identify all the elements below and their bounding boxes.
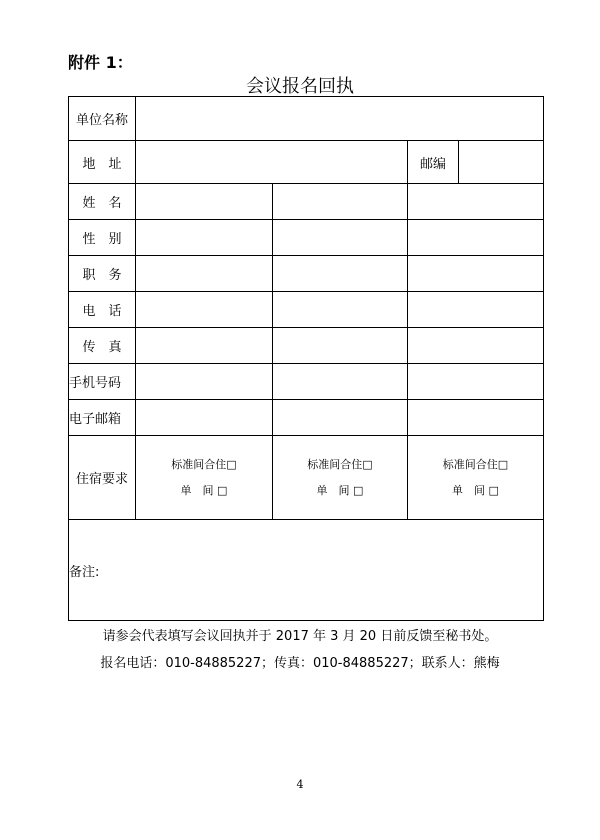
mobile-label: 手机号码 bbox=[69, 364, 136, 400]
lodging-label: 住宿要求 bbox=[69, 436, 136, 520]
attachment-label: 附件 1： bbox=[68, 53, 133, 72]
phone-label: 电 话 bbox=[69, 292, 136, 328]
mobile-field-3[interactable] bbox=[408, 364, 544, 400]
unit-name-label: 单位名称 bbox=[69, 97, 136, 141]
address-field[interactable] bbox=[136, 141, 408, 184]
lodging-standard-checkbox-2[interactable]: 标准间合住□ bbox=[307, 457, 373, 471]
name-field-2[interactable] bbox=[273, 184, 408, 220]
position-field-3[interactable] bbox=[408, 256, 544, 292]
postcode-label: 邮编 bbox=[408, 141, 459, 184]
position-field-2[interactable] bbox=[273, 256, 408, 292]
lodging-standard-checkbox-3[interactable]: 标准间合住□ bbox=[442, 457, 509, 471]
name-field-1[interactable] bbox=[136, 184, 273, 220]
registration-form-table bbox=[68, 96, 544, 621]
phone-field-2[interactable] bbox=[273, 292, 408, 328]
unit-name-field[interactable] bbox=[136, 97, 544, 141]
lodging-single-checkbox-1[interactable]: 单 间 □ bbox=[180, 483, 228, 497]
row-mobile bbox=[69, 364, 544, 400]
fax-field-1[interactable] bbox=[136, 328, 273, 364]
phone-field-3[interactable] bbox=[408, 292, 544, 328]
lodging-option-1[interactable] bbox=[136, 436, 273, 520]
fax-label: 传 真 bbox=[69, 328, 136, 364]
gender-field-2[interactable] bbox=[273, 220, 408, 256]
lodging-standard-checkbox-1[interactable]: 标准间合住□ bbox=[171, 457, 237, 471]
lodging-option-2[interactable] bbox=[273, 436, 408, 520]
gender-label: 性 别 bbox=[69, 220, 136, 256]
submission-instruction: 请参会代表填写会议回执并于 2017 年 3 月 20 日前反馈至秘书处。 bbox=[102, 629, 498, 644]
name-label: 姓 名 bbox=[69, 184, 136, 220]
contact-info: 报名电话：010-84885227；传真：010-84885227；联系人：熊梅 bbox=[100, 656, 500, 671]
gender-field-3[interactable] bbox=[408, 220, 544, 256]
row-fax bbox=[69, 328, 544, 364]
form-title: 会议报名回执 bbox=[246, 76, 354, 97]
position-label: 职 务 bbox=[69, 256, 136, 292]
email-field-1[interactable] bbox=[136, 400, 273, 436]
mobile-field-2[interactable] bbox=[273, 364, 408, 400]
row-email bbox=[69, 400, 544, 436]
email-field-3[interactable] bbox=[408, 400, 544, 436]
remarks-label: 备注: bbox=[69, 564, 100, 580]
name-field-3[interactable] bbox=[408, 184, 544, 220]
row-gender bbox=[69, 220, 544, 256]
lodging-single-checkbox-2[interactable]: 单 间 □ bbox=[316, 483, 364, 497]
phone-field-1[interactable] bbox=[136, 292, 273, 328]
mobile-field-1[interactable] bbox=[136, 364, 273, 400]
gender-field-1[interactable] bbox=[136, 220, 273, 256]
postcode-field[interactable] bbox=[459, 141, 544, 184]
email-field-2[interactable] bbox=[273, 400, 408, 436]
row-remarks bbox=[69, 520, 544, 621]
lodging-single-checkbox-3[interactable]: 单 间 □ bbox=[452, 483, 499, 497]
page-number: 4 bbox=[296, 778, 304, 791]
lodging-option-3[interactable] bbox=[408, 436, 544, 520]
position-field-1[interactable] bbox=[136, 256, 273, 292]
row-phone bbox=[69, 292, 544, 328]
email-label: 电子邮箱 bbox=[69, 400, 136, 436]
address-label: 地 址 bbox=[69, 141, 136, 184]
row-address bbox=[69, 141, 544, 184]
row-lodging bbox=[69, 436, 544, 520]
row-name bbox=[69, 184, 544, 220]
row-position bbox=[69, 256, 544, 292]
fax-field-3[interactable] bbox=[408, 328, 544, 364]
row-unit-name bbox=[69, 97, 544, 141]
fax-field-2[interactable] bbox=[273, 328, 408, 364]
remarks-field[interactable] bbox=[69, 520, 544, 621]
